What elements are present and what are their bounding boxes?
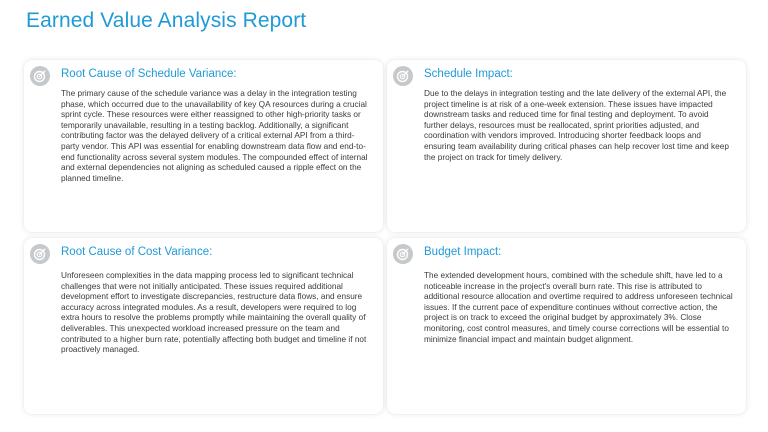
card-heading: Root Cause of Schedule Variance:: [61, 68, 237, 80]
target-icon: [393, 66, 413, 86]
target-icon: [30, 244, 50, 264]
target-icon: [393, 244, 413, 264]
budget-impact-card: [387, 238, 746, 414]
card-heading: Schedule Impact:: [424, 68, 513, 80]
schedule-variance-card: [24, 60, 383, 232]
card-body: The extended development hours, combined with the schedule shift, have led to a noticeable increase in the project's overall burn rate. This rise is attributed to additional resource allocation and overtime required to address unforeseen technical issues. If the current pace of expenditure continues without corrective action, the project is on track to exceed the original budget by approximately 3%. Close monitoring, cost control measures, and timely course corrections will be essential to minimize financial impact and maintain budget alignment.: [424, 271, 733, 344]
card-heading: Root Cause of Cost Variance:: [61, 246, 213, 258]
card-body: Unforeseen complexities in the data mapping process led to significant technical challenges that were not initially anticipated. These issues required additional development effort to investigate discrepancies, restructure data flows, and ensure accuracy across integrated modules. As a result, developers were required to log extra hours to resolve the problems promptly while maintaining the overall quality of deliverables. This unexpected workload increased pressure on the team and contributed to a higher burn rate, potentially affecting both budget and timeline if not proactively managed.: [61, 271, 367, 355]
card-body: Due to the delays in integration testing and the late delivery of the external API, the project timeline is at risk of a one-week extension. These issues have impacted downstream tasks and reduced time for final testing and deployment. To avoid further delays, resources must be reallocated, sprint priorities adjusted, and coordination with vendors improved. Introducing shorter feedback loops and ensuring team availability during critical phases can help recover lost time and keep the project on track for timely delivery.: [424, 89, 729, 162]
target-icon: [30, 66, 50, 86]
schedule-impact-card: [387, 60, 746, 232]
cost-variance-card: [24, 238, 383, 414]
card-heading: Budget Impact:: [424, 246, 502, 258]
card-body: The primary cause of the schedule variance was a delay in the integration testing phase, which occurred due to the unavailability of key QA resources during a crucial sprint cycle. These resources were either reassigned to other high-priority tasks or temporarily unavailable, resulting in a testing backlog. Additionally, a significant contributing factor was the delayed delivery of a critical external API from a third-party vendor. This API was essential for enabling downstream data flow and end-to-end functionality across several system modules. The compounded effect of internal and external dependencies not aligning as scheduled caused a ripple effect on the planned timeline.: [61, 89, 368, 183]
page-title: Earned Value Analysis Report: [26, 9, 307, 32]
